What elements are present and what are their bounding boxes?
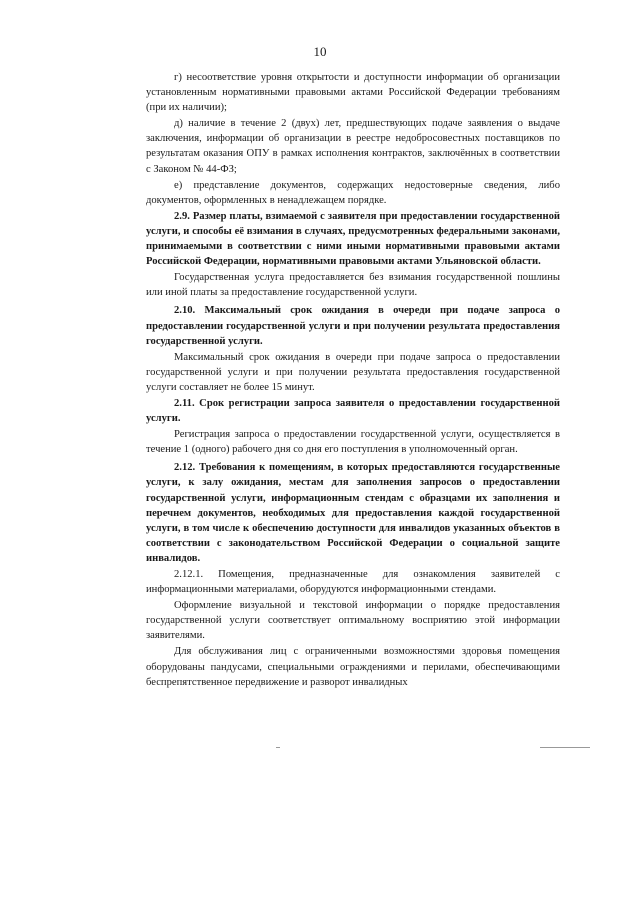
document-body [146,70,560,691]
paragraph-accessibility: Для обслуживания лиц с ограниченными возможностями здоровья помещения оборудованы пандусами, специальными ограждениями и перилами, обеспечивающими беспрепятственное передвижение и разворот инвалидных [146,646,560,688]
page-number: 10 [313,44,327,59]
paragraph-visual-info: Оформление визуальной и текстовой информации о порядке предоставления государственной услуги соответствует оптимальному восприятию этой информации заявителями. [146,600,560,642]
paragraph-2-12-1: 2.12.1. Помещения, предназначенные для ознакомления заявителей с информационными материалами, оборудуются информационными стендами. [146,569,560,596]
section-heading-2-10: 2.10. Максимальный срок ожидания в очереди при подаче запроса о предоставлении государственной услуги и при получении результата предоставления государственной услуги. [146,305,560,347]
paragraph-clause-e: е) представление документов, содержащих недостоверные сведения, либо документов, оформленных в ненадлежащем порядке. [146,179,560,206]
section-heading-2-12: 2.12. Требования к помещениям, в которых предоставляются государственные услуги, к залу ожидания, местам для заполнения запросов о предоставлении государственной услуги, информационным стендам с образцами их заполнения и перечнем документов, необходимых для предоставления каждой государственной услуги, в том числе к обеспечению доступности для инвалидов указанных объектов в соответствии с законодательством Российской Федерации о социальной защите инвалидов. [146,462,560,564]
paragraph-fee-text: Государственная услуга предоставляется без взимания государственной пошлины или иной платы за предоставление государственной услуги. [146,272,560,299]
section-heading-2-9: 2.9. Размер платы, взимаемой с заявителя при предоставлении государственной услуги, и способы её взимания в случаях, предусмотренных федеральными законами, принимаемыми в соответствии с ними иными нормативными правовыми актами Российской Федерации, нормативными правовыми актами Ульяновской области. [146,210,560,268]
paragraph-registration: Регистрация запроса о предоставлении государственной услуги, осуществляется в течение 1 (одного) рабочего дня со дня его поступления в уполномоченный орган. [146,429,560,456]
footer-line-right [540,747,590,748]
paragraph-clause-d: д) наличие в течение 2 (двух) лет, предшествующих подаче заявления о выдаче заключения, информации об организации в реестре недобросовестных поставщиков по результатам оказания ОПУ в рамках исполнения контрактов, заключённых в соответствии с Законом № 44-ФЗ; [146,118,560,175]
paragraph-waiting-time: Максимальный срок ожидания в очереди при подаче запроса о предоставлении государственной услуги и при получении результата предоставления государственной услуги составляет не более 15 минут. [146,351,560,393]
paragraph-clause-g: г) несоответствие уровня открытости и доступности информации об организации установленным нормативными правовыми актами Российской Федерации требованиям (при их наличии); [146,72,560,114]
footer-line-left [276,747,280,748]
section-heading-2-11: 2.11. Срок регистрации запроса заявителя о предоставлении государственной услуги. [146,397,560,425]
